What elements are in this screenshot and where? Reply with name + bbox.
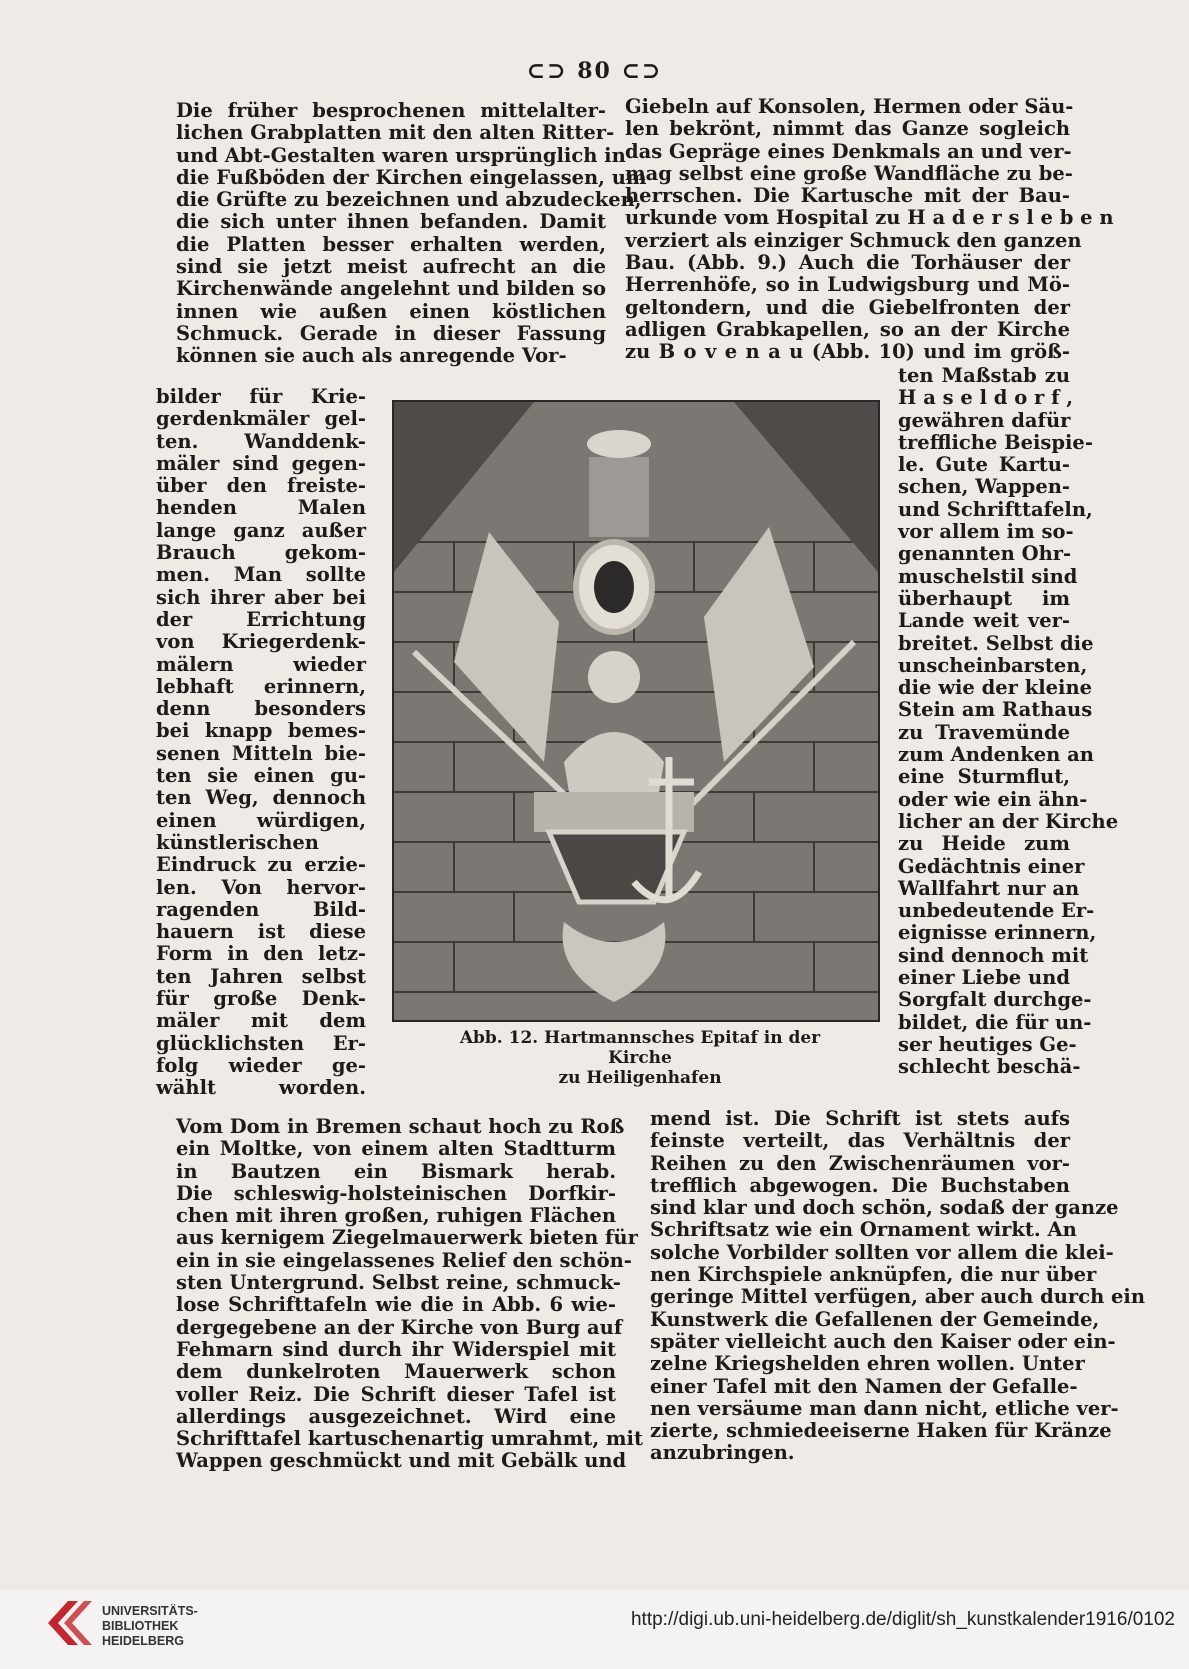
text-line: sind sie jetzt meist aufrecht an die [176, 255, 606, 279]
text-line: Kunstwerk die Gefallenen der Gemeinde, [650, 1307, 1100, 1331]
right-ornament: ⊂⊃ [611, 58, 663, 84]
text-line: mälern wieder [156, 652, 366, 676]
text-line: einer Liebe und [898, 966, 1070, 990]
text-line: Kirchenwände angelehnt und bilden so [176, 277, 606, 301]
text-line: adligen Grabkapellen, so an der Kirche [625, 317, 1070, 341]
text-line: die Platten besser erhalten werden, [176, 232, 606, 256]
epitaph-illustration [394, 402, 878, 1020]
text-line: Eindruck zu erzie- [156, 853, 366, 877]
text-line: le. Gute Kartu- [898, 453, 1070, 477]
text-line: Lande weit ver- [898, 609, 1070, 633]
text-line: mag selbst eine große Wandfläche zu be- [625, 161, 1073, 185]
text-line: sind klar und doch schön, sodaß der ganze [650, 1196, 1119, 1220]
text-line: lose Schrifttafeln wie die in Abb. 6 wie- [176, 1293, 616, 1317]
text-line: Gedächtnis einer [898, 854, 1085, 878]
text-line: nen Kirchspiele anknüpfen, die nur über [650, 1263, 1097, 1287]
text-line: senen Mitteln bie- [156, 741, 366, 765]
cartouche-opening [594, 561, 634, 613]
text-line: folg wieder ge- [156, 1053, 366, 1077]
text-line: ragenden Bild- [156, 897, 366, 921]
left-column-wrap [156, 386, 366, 1100]
text-line: glücklichsten Er- [156, 1031, 366, 1055]
text-line: hauern ist diese [156, 920, 366, 944]
source-url-link[interactable]: http://digi.ub.uni-heidelberg.de/diglit/sh_kunstkalender1916/0102 [630, 1609, 1175, 1630]
text-line: ten Weg, dennoch [156, 786, 366, 810]
text-line: Sorgfalt durchge- [898, 988, 1092, 1012]
text-line: das Gepräge eines Denkmals an und ver- [625, 139, 1072, 163]
text-line: licher an der Kirche [898, 809, 1119, 833]
text-line: trefflich abgewogen. Die Buchstaben [650, 1173, 1070, 1197]
text-line: mäler mit dem [156, 1009, 366, 1033]
text-line: Vom Dom in Bremen schaut hoch zu Roß [176, 1115, 625, 1138]
text-line: lange ganz außer [156, 518, 366, 542]
text-line: schen, Wappen- [898, 475, 1070, 499]
left-column-bottom [176, 1115, 643, 1473]
text-line: muschelstil sind [898, 564, 1078, 588]
text-line: Schrifttafel kartuschenartig umrahmt, mit [176, 1427, 643, 1451]
text-line: dergegebene an der Kirche von Burg auf [176, 1315, 623, 1339]
text-line: Die schleswig-holsteinischen Dorfkir- [176, 1181, 616, 1205]
text-line: unbedeutende Er- [898, 899, 1095, 923]
text-line: chen mit ihren großen, ruhigen Flächen [176, 1204, 616, 1228]
text-line: von Kriegerdenk- [156, 630, 366, 654]
text-line: die sich unter ihnen befanden. Damit [176, 210, 606, 234]
text-line: dem dunkelroten Mauerwerk schon [176, 1360, 616, 1384]
text-line: die wie der kleine [898, 676, 1093, 700]
text-line: denn besonders [156, 697, 366, 721]
text-line: geltondern, und die Giebelfronten der [625, 295, 1070, 319]
text-line: für große Denk- [156, 987, 366, 1011]
text-line: anzubringen. [650, 1441, 795, 1465]
text-line: zu Travemünde [898, 720, 1070, 744]
text-line: Fehmarn sind durch ihr Widerspiel mit [176, 1337, 616, 1361]
text-line: zu B o v e n a u (Abb. 10) und im größ- [625, 340, 1070, 364]
text-line: innen wie außen einen köstlichen [176, 299, 606, 323]
text-line: die Grüfte zu bezeichnen und abzudecken, [176, 188, 642, 212]
text-line: H a s e l d o r f , [898, 386, 1074, 410]
text-line: gerdenkmäler gel- [156, 407, 366, 431]
text-line: bei knapp bemes- [156, 719, 366, 743]
text-line: über den freiste- [156, 474, 366, 498]
text-line: feinste verteilt, das Verhältnis der [650, 1129, 1070, 1153]
text-line: Bau. (Abb. 9.) Auch die Torhäuser der [625, 251, 1070, 275]
text-line: ein in sie eingelassenes Relief den schön- [176, 1248, 632, 1272]
text-line: künstlerischen [156, 830, 319, 854]
text-line: ten Jahren selbst [156, 964, 366, 988]
text-line: mäler sind gegen- [156, 451, 366, 475]
text-line: einen würdigen, [156, 808, 366, 832]
text-line: genannten Ohr- [898, 542, 1072, 566]
text-line: die Fußböden der Kirchen eingelassen, um [176, 165, 647, 189]
text-line: können sie auch als anregende Vor- [176, 344, 567, 368]
text-line: Reihen zu den Zwischenräumen vor- [650, 1151, 1070, 1175]
library-logo-icon [44, 1597, 96, 1649]
urn [587, 430, 651, 458]
text-line: lichen Grabplatten mit den alten Ritter- [176, 121, 615, 145]
text-line: in Bautzen ein Bismark herab. [176, 1159, 616, 1183]
text-line: bildet, die für un- [898, 1010, 1092, 1034]
text-line: sind dennoch mit [898, 943, 1089, 967]
text-line: solche Vorbilder sollten vor allem die klei- [650, 1240, 1114, 1264]
text-line: henden Malen [156, 496, 366, 520]
text-line: zum Andenken an [898, 743, 1094, 767]
text-line: oder wie ein ähn- [898, 787, 1088, 811]
epitaph-photograph [392, 400, 880, 1022]
text-line: ten sie einen gu- [156, 764, 366, 788]
text-line: voller Reiz. Die Schrift dieser Tafel ist [176, 1382, 616, 1406]
bust-head [588, 651, 640, 703]
text-line: ser heutiges Ge- [898, 1032, 1077, 1056]
text-line: eine Sturmflut, [898, 765, 1070, 789]
text-line: breitet. Selbst die [898, 631, 1094, 655]
urn-plinth [589, 457, 649, 537]
text-line: Schriftsatz wie ein Ornament wirkt. An [650, 1218, 1077, 1242]
text-line: Die früher besprochenen mittelalter- [176, 99, 606, 122]
text-line: lebhaft erinnern, [156, 674, 366, 698]
text-line: Wallfahrt nur an [898, 876, 1080, 900]
text-line: men. Man sollte [156, 563, 366, 587]
left-column-top [176, 99, 647, 368]
text-line: Stein am Rathaus [898, 698, 1093, 722]
text-line: len bekrönt, nimmt das Ganze sogleich [625, 117, 1070, 141]
text-line: vor allem im so- [898, 520, 1074, 544]
text-line: und Abt-Gestalten waren ursprünglich in [176, 143, 626, 167]
right-column-bottom [650, 1107, 1146, 1465]
text-line: urkunde vom Hospital zu H a d e r s l e b e n [625, 206, 1114, 230]
text-line: mend ist. Die Schrift ist stets aufs [650, 1107, 1070, 1130]
text-line: len. Von hervor- [156, 875, 366, 899]
text-line: unscheinbarsten, [898, 653, 1088, 677]
text-line: später vielleicht auch den Kaiser oder ein- [650, 1329, 1116, 1353]
text-line: zu Heide zum [898, 832, 1070, 856]
text-line: sich ihrer aber bei [156, 585, 366, 609]
figure-caption: Abb. 12. Hartmannsches Epitaf in der Kirche zu Heiligenhafen [459, 1028, 821, 1088]
text-line: schlecht beschä- [898, 1055, 1081, 1079]
text-line: geringe Mittel verfügen, aber auch durch ein [650, 1285, 1146, 1309]
text-line: Brauch gekom- [156, 541, 366, 565]
text-line: einer Tafel mit den Namen der Gefalle- [650, 1374, 1078, 1398]
text-line: gewähren dafür [898, 408, 1071, 432]
text-line: Wappen geschmückt und mit Gebälk und [176, 1449, 627, 1473]
text-line: überhaupt im [898, 586, 1070, 610]
text-line: ten Maßstab zu [898, 364, 1070, 387]
text-line: bilder für Krie- [156, 385, 366, 408]
text-line: nen versäume man dann nicht, etliche ver- [650, 1396, 1119, 1420]
left-ornament: ⊂⊃ [526, 58, 578, 84]
text-line: zierte, schmiedeeiserne Haken für Kränze [650, 1419, 1112, 1443]
page-number: ⊂⊃ 80 ⊂⊃ [526, 58, 663, 84]
text-line: verziert als einziger Schmuck den ganzen [625, 228, 1082, 252]
text-line: ten. Wanddenk- [156, 429, 366, 453]
text-line: Giebeln auf Konsolen, Hermen oder Säu- [625, 95, 1074, 118]
text-line: Schmuck. Gerade in dieser Fassung [176, 321, 606, 345]
text-line: der Errichtung [156, 607, 366, 631]
text-line: aus kernigem Ziegelmauerwerk bieten für [176, 1226, 638, 1250]
text-line: zelne Kriegshelden ehren wollen. Unter [650, 1352, 1085, 1376]
text-line: ein Moltke, von einem alten Stadtturm [176, 1137, 616, 1161]
text-line: herrschen. Die Kartusche mit der Bau- [625, 184, 1070, 208]
right-column-wrap [898, 364, 1119, 1079]
text-line: und Schrifttafeln, [898, 497, 1093, 521]
text-line: eignisse erinnern, [898, 921, 1097, 945]
text-line: sten Untergrund. Selbst reine, schmuck- [176, 1271, 621, 1295]
text-line: Form in den letz- [156, 942, 366, 966]
text-line: treffliche Beispie- [898, 430, 1093, 454]
text-line: allerdings ausgezeichnet. Wird eine [176, 1404, 616, 1428]
text-line: wählt worden. [156, 1076, 366, 1100]
text-line: Herrenhöfe, so in Ludwigsburg und Mö- [625, 273, 1070, 297]
right-column-top [625, 95, 1114, 364]
library-name: UNIVERSITÄTS- BIBLIOTHEK HEIDELBERG [102, 1604, 198, 1648]
